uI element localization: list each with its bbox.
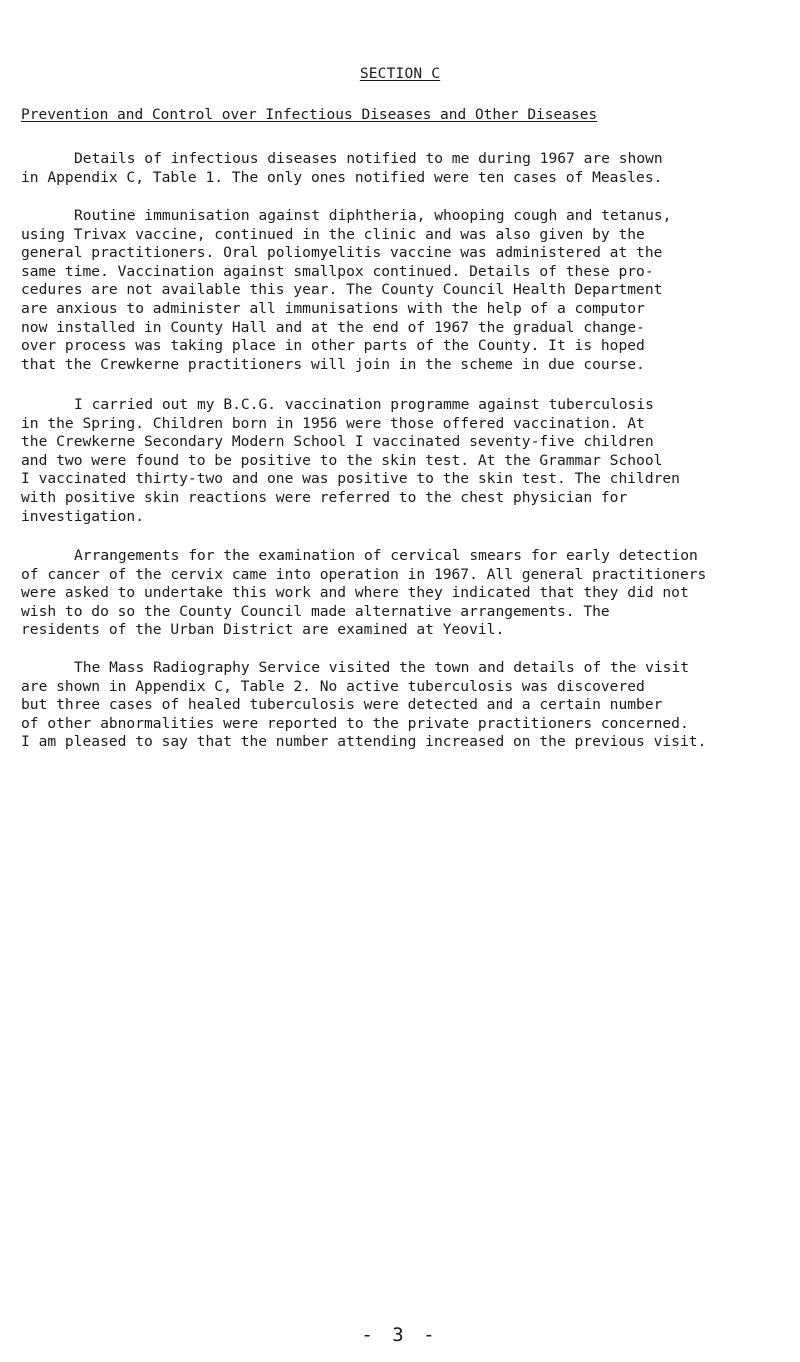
paragraph-line: cedures are not available this year. The County Council Health Department	[21, 281, 663, 299]
paragraph-line: investigation.	[21, 507, 145, 525]
paragraph-line: general practitioners. Oral poliomyelitis vaccine was administered at the	[21, 244, 663, 262]
paragraph-immunisation	[21, 207, 800, 374]
paragraph-cervical-smears	[21, 547, 800, 640]
paragraph-bcg-vaccination	[21, 396, 800, 526]
paragraph-line: are anxious to administer all immunisations with the help of a computor	[21, 299, 645, 317]
paragraph-line: the Crewkerne Secondary Modern School I vaccinated seventy-five children	[21, 433, 654, 451]
paragraph-line: The Mass Radiography Service visited the town and details of the visit	[74, 659, 690, 676]
paragraph-line: I am pleased to say that the number attending increased on the previous visit.	[21, 733, 707, 751]
paragraph-line: over process was taking place in other parts of the County. It is hoped	[21, 337, 645, 355]
subtitle: Prevention and Control over Infectious Diseases and Other Diseases	[21, 107, 598, 123]
page-number: - 3 -	[361, 1324, 439, 1346]
paragraph-line: of other abnormalities were reported to the private practitioners concerned.	[21, 714, 689, 732]
section-heading: SECTION C	[359, 66, 441, 82]
paragraph-line: Details of infectious diseases notified to me during 1967 are shown	[74, 150, 663, 167]
paragraph-line: Arrangements for the examination of cervical smears for early detection	[74, 547, 698, 564]
paragraph-line: in Appendix C, Table 1. The only ones notified were ten cases of Measles.	[21, 168, 663, 186]
paragraph-line: I carried out my B.C.G. vaccination programme against tuberculosis	[74, 396, 654, 413]
paragraph-line: that the Crewkerne practitioners will join in the scheme in due course.	[21, 355, 645, 373]
paragraph-mass-radiography	[21, 659, 800, 752]
paragraph-line: in the Spring. Children born in 1956 were those offered vaccination. At	[21, 414, 645, 432]
paragraph-line: are shown in Appendix C, Table 2. No active tuberculosis was discovered	[21, 677, 645, 695]
paragraph-line: I vaccinated thirty-two and one was positive to the skin test. The children	[21, 470, 680, 488]
paragraph-line: residents of the Urban District are examined at Yeovil.	[21, 621, 505, 639]
paragraph-line: wish to do so the County Council made alternative arrangements. The	[21, 602, 610, 620]
paragraph-line: of cancer of the cervix came into operation in 1967. All general practitioners	[21, 565, 707, 583]
paragraph-line: now installed in County Hall and at the end of 1967 the gradual change-	[21, 318, 645, 336]
paragraph-notifications	[21, 150, 800, 187]
paragraph-line: Routine immunisation against diphtheria, whooping cough and tetanus,	[74, 207, 672, 224]
paragraph-line: with positive skin reactions were referred to the chest physician for	[21, 488, 628, 506]
paragraph-line: were asked to undertake this work and where they indicated that they did not	[21, 584, 689, 602]
paragraph-line: using Trivax vaccine, continued in the clinic and was also given by the	[21, 225, 645, 243]
paragraph-line: and two were found to be positive to the skin test. At the Grammar School	[21, 451, 663, 469]
paragraph-line: same time. Vaccination against smallpox continued. Details of these pro-	[21, 262, 654, 280]
paragraph-line: but three cases of healed tuberculosis were detected and a certain number	[21, 696, 663, 714]
